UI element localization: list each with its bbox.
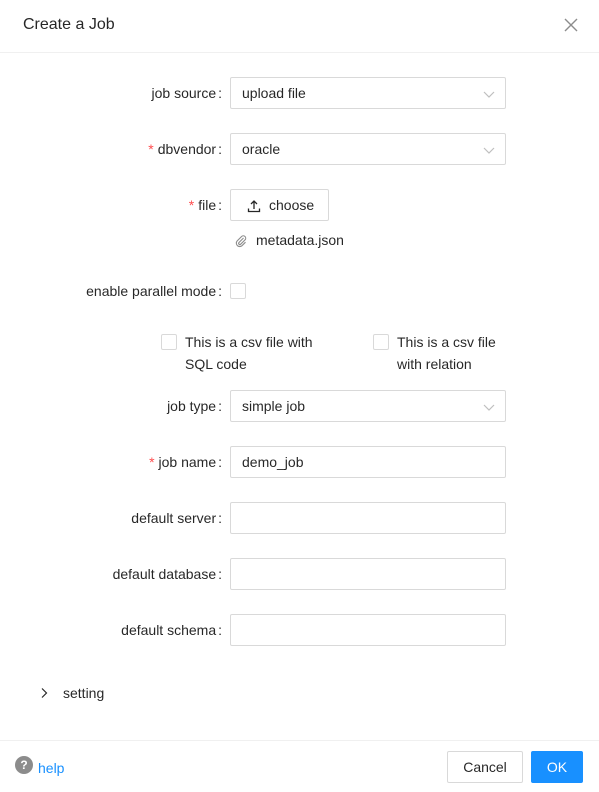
job-source-label: job source : bbox=[151, 85, 222, 101]
dbvendor-label: * dbvendor : bbox=[148, 141, 222, 157]
chevron-down-icon bbox=[483, 401, 495, 413]
close-icon[interactable] bbox=[562, 16, 580, 34]
default-database-row bbox=[0, 558, 599, 590]
job-name-label: * job name : bbox=[149, 454, 222, 470]
chevron-down-icon bbox=[483, 88, 495, 100]
csv-sql-label: This is a csv file with SQL code bbox=[185, 334, 313, 372]
chevron-down-icon bbox=[483, 144, 495, 156]
required-mark: * bbox=[149, 454, 155, 470]
csv-relation-checkbox[interactable] bbox=[373, 334, 389, 350]
parallel-mode-checkbox[interactable] bbox=[230, 283, 246, 299]
uploaded-file-name: metadata.json bbox=[256, 232, 344, 248]
file-row bbox=[0, 189, 599, 221]
default-server-input[interactable] bbox=[230, 502, 506, 534]
job-type-row bbox=[0, 390, 599, 422]
job-source-value: upload file bbox=[242, 85, 306, 101]
choose-file-button[interactable] bbox=[230, 189, 329, 221]
dbvendor-select[interactable] bbox=[230, 133, 506, 165]
dialog-header bbox=[0, 0, 599, 53]
default-database-input[interactable] bbox=[230, 558, 506, 590]
default-server-label: default server : bbox=[131, 510, 222, 526]
default-database-label: default database : bbox=[112, 566, 222, 582]
cancel-button[interactable]: Cancel bbox=[447, 751, 523, 783]
csv-relation-label: This is a csv file with relation bbox=[397, 334, 496, 372]
chevron-right-icon bbox=[38, 687, 50, 699]
parallel-mode-row bbox=[0, 275, 599, 307]
upload-icon bbox=[247, 199, 261, 213]
help-link[interactable]: help bbox=[38, 760, 65, 776]
dialog-footer bbox=[0, 740, 599, 792]
required-mark: * bbox=[148, 141, 154, 157]
job-type-value: simple job bbox=[242, 398, 306, 414]
job-name-input[interactable] bbox=[230, 446, 506, 478]
default-schema-input[interactable] bbox=[230, 614, 506, 646]
setting-label: setting bbox=[63, 685, 105, 701]
choose-label: choose bbox=[269, 197, 315, 213]
job-name-row bbox=[0, 446, 599, 478]
file-label: * file : bbox=[188, 197, 222, 213]
job-source-select[interactable] bbox=[230, 77, 506, 109]
paperclip-icon bbox=[234, 234, 248, 248]
job-type-label: job type : bbox=[167, 398, 222, 414]
ok-button[interactable]: OK bbox=[531, 751, 583, 783]
question-circle-icon[interactable]: ? bbox=[15, 756, 33, 774]
job-name-value: demo_job bbox=[242, 454, 304, 470]
csv-sql-checkbox[interactable] bbox=[161, 334, 177, 350]
parallel-mode-label: enable parallel mode : bbox=[86, 283, 222, 299]
dialog-title: Create a Job bbox=[23, 16, 115, 33]
required-mark: * bbox=[188, 197, 195, 213]
dbvendor-row bbox=[0, 133, 599, 165]
default-schema-label: default schema : bbox=[121, 622, 222, 638]
default-server-row bbox=[0, 502, 599, 534]
dbvendor-value: oracle bbox=[242, 141, 281, 157]
job-source-row bbox=[0, 77, 599, 109]
default-schema-row bbox=[0, 614, 599, 646]
job-type-select[interactable] bbox=[230, 390, 506, 422]
